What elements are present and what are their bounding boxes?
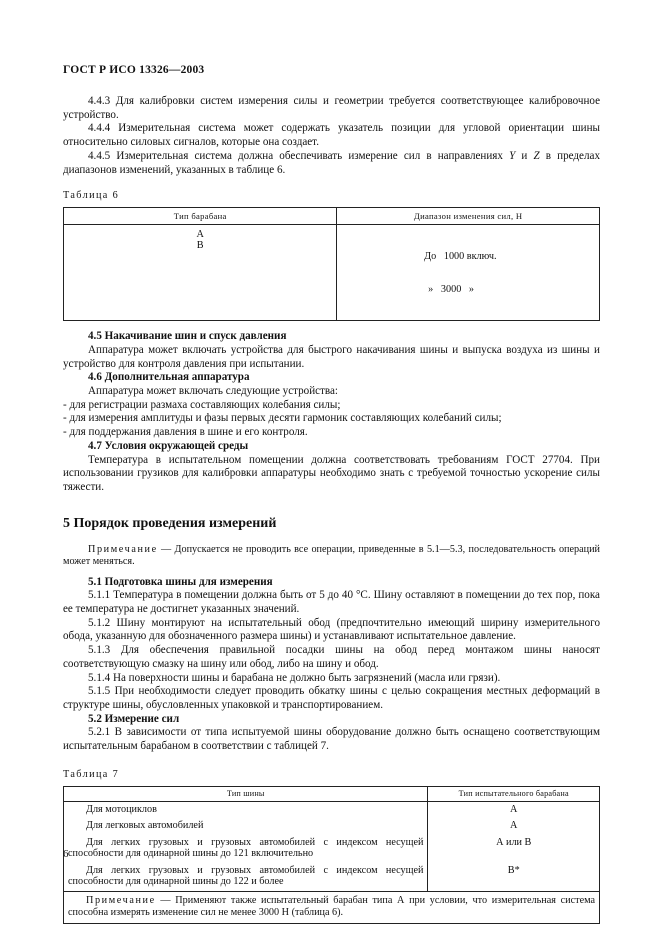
section-4-6-heading: 4.6 Дополнительная аппаратура	[88, 371, 250, 384]
paragraph-5-1-4: 5.1.4 На поверхности шины и барабана не должно быть загрязнений (масла или грязи).	[88, 671, 501, 684]
section-5-1-heading: 5.1 Подготовка шины для измерения	[88, 575, 273, 588]
paragraph-5-2-1: 5.2.1 В зависимости от типа испытуемой шины оборудование должно быть оснащено соответствующим испытательным барабаном в соответствии с таблицей 7.	[63, 726, 600, 753]
table7-note: Примечание — Применяют также испытательный барабан типа А при условии, что измерительная система способна измерять изменение сил не менее 3000 Н (таблица 6).	[64, 891, 600, 923]
table6-caption: Таблица 6	[63, 190, 120, 202]
table6-range-cell	[337, 225, 600, 321]
drum-type-b: В	[196, 240, 204, 252]
section-5-heading: 5 Порядок проведения измерений	[63, 515, 277, 531]
table7-caption: Таблица 7	[63, 768, 120, 780]
list-item: - для измерения амплитуды и фазы первых десяти гармоник составляющих колебаний силы;	[63, 412, 502, 425]
section-4-6-intro: Аппаратура может включать следующие устройства:	[88, 385, 339, 398]
table6-header-drum: Тип барабана	[64, 208, 337, 225]
section-4-5-heading: 4.5 Накачивание шин и спуск давления	[88, 330, 287, 343]
document-header: ГОСТ Р ИСО 13326—2003	[63, 64, 205, 76]
list-item: - для регистрации размаха составляющих колебания силы;	[63, 398, 341, 411]
range-a: До 1000 включ.	[424, 251, 497, 263]
table-row	[64, 863, 600, 892]
paragraph-4-4-3: 4.4.3 Для калибровки систем измерения силы и геометрии требуется соответствующее калибровочное устройство.	[63, 95, 600, 121]
section-5-note: Примечание — Допускается не проводить все операции, приведенные в 5.1—5.3, последовательность операций может меняться.	[63, 543, 600, 567]
table6	[63, 207, 600, 321]
drum-type-a: А	[196, 229, 204, 241]
section-4-7-text: Температура в испытательном помещении должна соответствовать требованиям ГОСТ 27704. При использовании грузиков для калибровки аппаратуры необходимо знать с требуемой точностью ускорение силы тяжести.	[63, 453, 600, 493]
paragraph-5-1-2: 5.1.2 Шину монтируют на испытательный обод (предпочтительно имеющий ширину измерительного обода, указанную для обозначенного размера шины) и устанавливают испытательное давление.	[63, 616, 600, 643]
tire-type-cell: Для легких грузовых и грузовых автомобилей с индексом несущей способности для одинарной шины до 121 включительно	[64, 835, 428, 863]
drum-type-cell: А	[428, 801, 600, 818]
range-b: » 3000 »	[428, 284, 475, 296]
paragraph-4-4-5: 4.4.5 Измерительная система должна обеспечивать измерение сил в направлениях Y и Z в пределах диапазонов изменений, указанных в таблице 6.	[63, 149, 600, 176]
tire-type-cell: Для мотоциклов	[64, 801, 428, 818]
table6-drum-cell	[64, 225, 337, 321]
table7-header-drum: Тип испытательного барабана	[428, 786, 600, 801]
paragraph-5-1-1: 5.1.1 Температура в помещении должна быть от 5 до 40 °С. Шину оставляют в помещении до тех пор, пока ее температура не достигнет указанных значений.	[63, 589, 600, 616]
tire-type-cell: Для легковых автомобилей	[64, 818, 428, 835]
section-5-2-heading: 5.2 Измерение сил	[88, 712, 180, 725]
page-number: 6	[63, 848, 69, 860]
table-row	[64, 835, 600, 863]
document-page	[63, 64, 600, 924]
section-4-7-heading: 4.7 Условия окружающей среды	[88, 439, 249, 452]
table6-header-range: Диапазон изменения сил, Н	[337, 208, 600, 225]
table-row	[64, 801, 600, 818]
table7	[63, 786, 600, 924]
table-row	[64, 818, 600, 835]
drum-type-cell: А или В	[428, 835, 600, 863]
paragraph-5-1-5: 5.1.5 При необходимости следует проводить обкатку шины с целью сокращения местных деформаций в структуре шины, обусловленных упаковкой и транспортированием.	[63, 685, 600, 711]
paragraph-4-4-4: 4.4.4 Измерительная система может содержать указатель позиции для угловой ориентации шины относительно силовых сигналов, которые она создает.	[63, 122, 600, 149]
drum-type-cell: В*	[428, 863, 600, 892]
drum-type-cell: А	[428, 818, 600, 835]
list-item: - для поддержания давления в шине и его контроля.	[63, 426, 308, 439]
section-4-5-text: Аппаратура может включать устройства для быстрого накачивания шины и выпуска воздуха из шины и устройство для контроля давления при испытании.	[63, 343, 600, 370]
table-row	[64, 225, 600, 321]
tire-type-cell: Для легких грузовых и грузовых автомобилей с индексом несущей способности для одинарной шины до 122 и более	[64, 863, 428, 892]
paragraph-5-1-3: 5.1.3 Для обеспечения правильной посадки шины на обод перед монтажом шины наносят соответствующую смазку на шину или обод, либо на шину и обод.	[63, 644, 600, 670]
table7-header-tire: Тип шины	[64, 786, 428, 801]
